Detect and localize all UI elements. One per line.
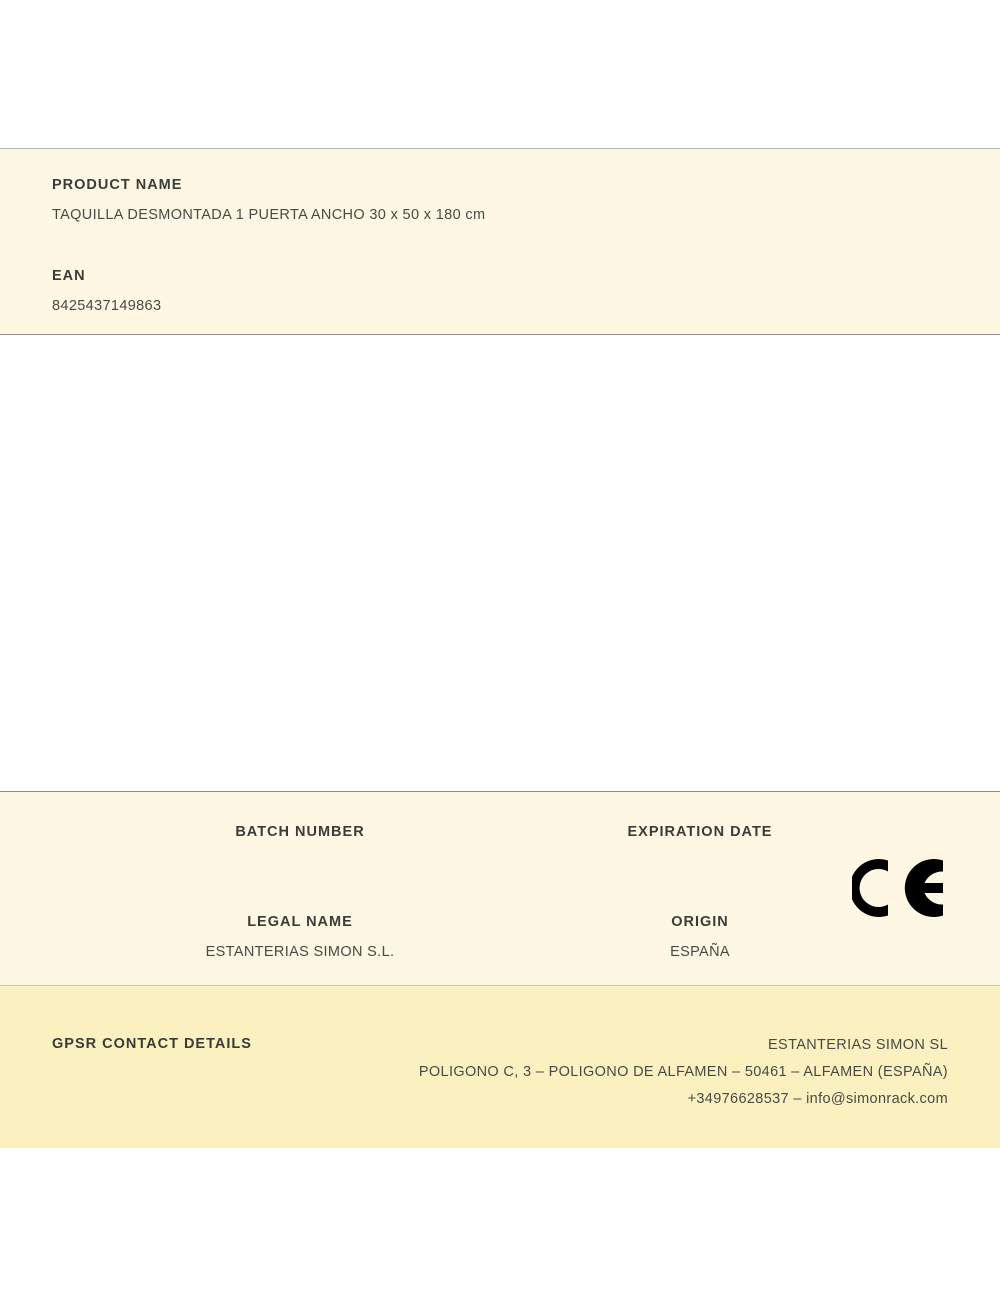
expiration-date-label: EXPIRATION DATE — [627, 824, 773, 840]
product-name-value: TAQUILLA DESMONTADA 1 PUERTA ANCHO 30 x 50 x 180 cm — [52, 207, 486, 223]
origin-label: ORIGIN — [671, 914, 729, 930]
legal-name-value: ESTANTERIAS SIMON S.L. — [205, 944, 395, 960]
gpsr-contact: +34976628537 – info@simonrack.com — [687, 1091, 948, 1107]
blank-spacer-area — [0, 335, 1000, 791]
product-name-label: PRODUCT NAME — [52, 177, 183, 193]
gpsr-company: ESTANTERIAS SIMON SL — [768, 1037, 948, 1053]
origin-value: ESPAÑA — [670, 944, 730, 960]
gpsr-contact-block — [0, 986, 1000, 1148]
gpsr-contact-label: GPSR CONTACT DETAILS — [52, 1036, 252, 1052]
ean-value: 8425437149863 — [52, 298, 162, 314]
traceability-block — [0, 791, 1000, 986]
legal-name-label: LEGAL NAME — [247, 914, 353, 930]
ce-mark-icon — [852, 852, 948, 924]
batch-number-label: BATCH NUMBER — [235, 824, 365, 840]
product-info-block — [0, 148, 1000, 335]
gpsr-address: POLIGONO C, 3 – POLIGONO DE ALFAMEN – 50461 – ALFAMEN (ESPAÑA) — [418, 1064, 948, 1080]
ean-label: EAN — [52, 268, 86, 284]
gpsr-contact-details — [419, 1032, 948, 1113]
